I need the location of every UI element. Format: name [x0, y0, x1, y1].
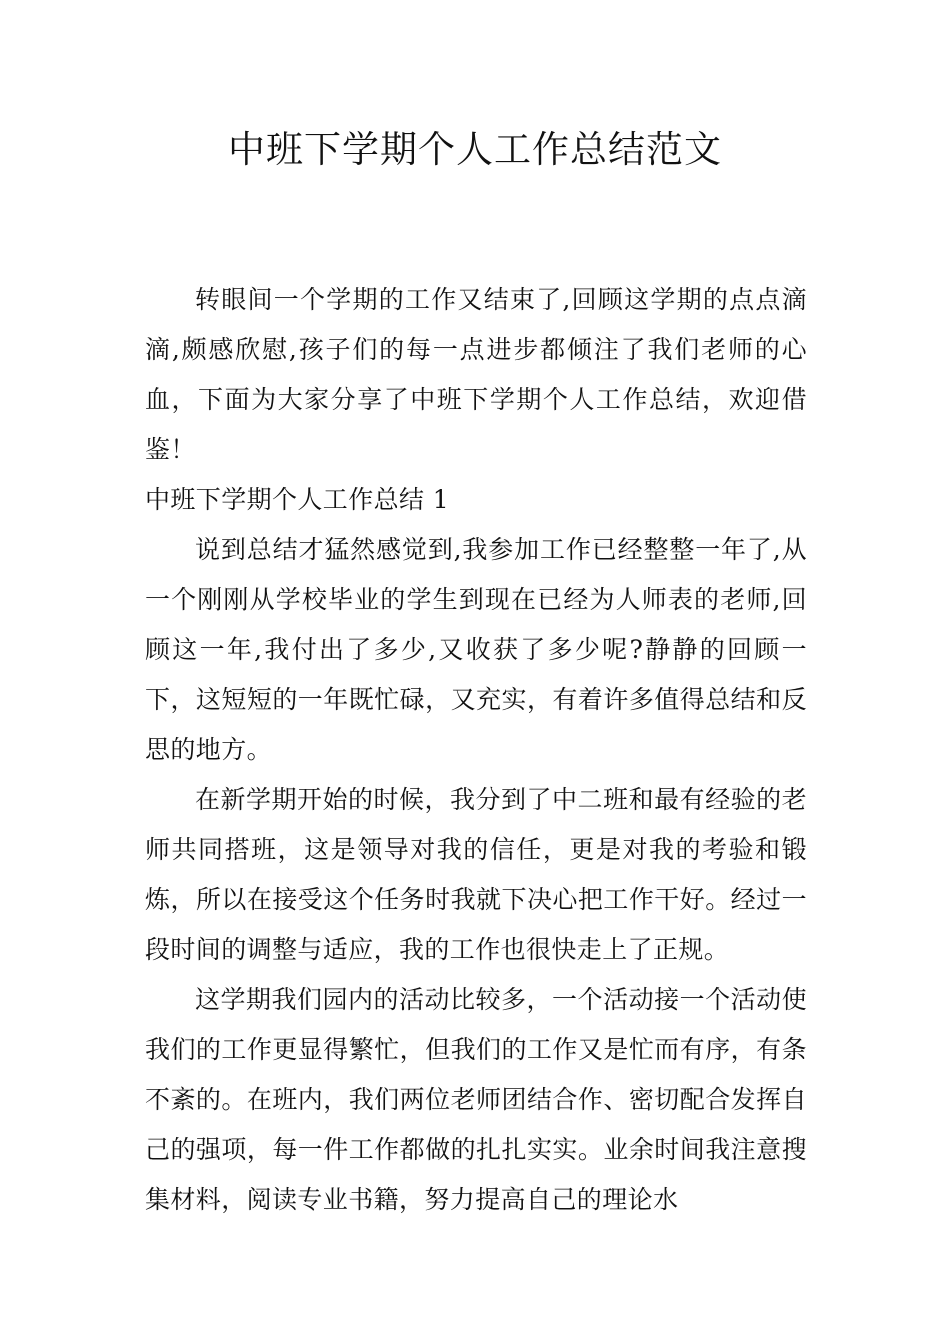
body-paragraph-2: 在新学期开始的时候，我分到了中二班和最有经验的老师共同搭班，这是领导对我的信任，更是对我的考验和锻炼，所以在接受这个任务时我就下决心把工作干好。经过一段时间的调整与适应，我的工作也很快走上了正规。	[145, 785, 807, 964]
document-body	[145, 275, 807, 1225]
document-title: 中班下学期个人工作总结范文	[228, 128, 722, 171]
section-heading: 中班下学期个人工作总结 1	[145, 485, 450, 514]
intro-paragraph: 转眼间一个学期的工作又结束了,回顾这学期的点点滴滴,颇感欣慰,孩子们的每一点进步都倾注了我们老师的心血，下面为大家分享了中班下学期个人工作总结，欢迎借鉴！	[145, 285, 807, 464]
body-paragraph-3: 这学期我们园内的活动比较多，一个活动接一个活动使我们的工作更显得繁忙，但我们的工作又是忙而有序，有条不紊的。在班内，我们两位老师团结合作、密切配合发挥自己的强项，每一件工作都做的扎扎实实。业余时间我注意搜集材料，阅读专业书籍，努力提高自己的理论水	[145, 985, 807, 1214]
body-paragraph-1: 说到总结才猛然感觉到,我参加工作已经整整一年了,从一个刚刚从学校毕业的学生到现在已经为人师表的老师,回顾这一年,我付出了多少,又收获了多少呢?静静的回顾一下，这短短的一年既忙碌，又充实，有着许多值得总结和反思的地方。	[145, 535, 807, 764]
